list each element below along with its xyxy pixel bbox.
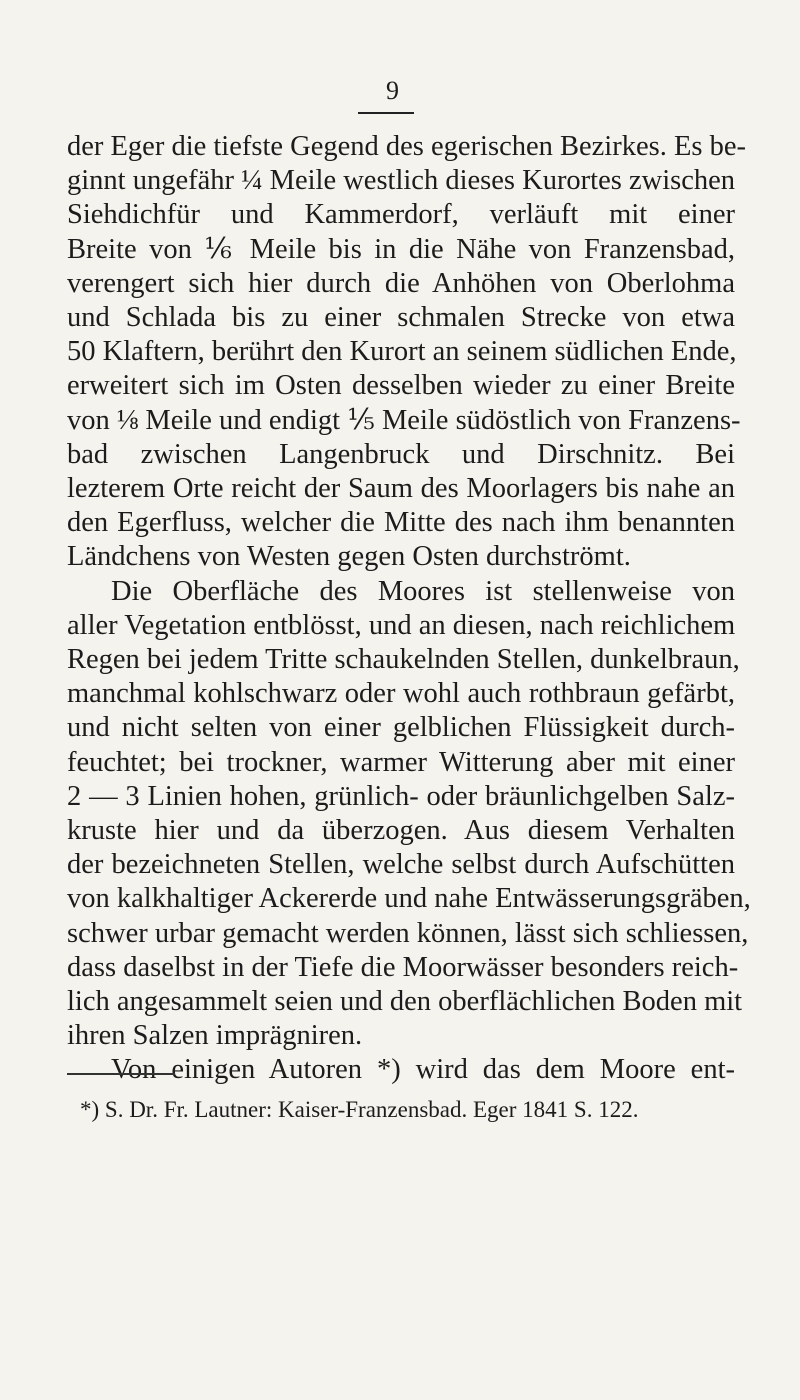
page-number-rule (358, 112, 414, 114)
text-line: feuchtet; bei trockner, warmer Witterung aber mit einer (67, 746, 735, 778)
footnote-rule (67, 1073, 175, 1075)
text-line: 50 Klaftern, berührt den Kurort an seinem südlichen Ende, (67, 336, 737, 368)
text-line: schwer urbar gemacht werden können, lässt sich schliessen, (67, 917, 749, 949)
text-line: dass daselbst in der Tiefe die Moorwässer besonders reich- (67, 951, 739, 983)
text-line: verengert sich hier durch die Anhöhen von Oberlohma (67, 267, 735, 299)
text-line: Regen bei jedem Tritte schaukelnden Stellen, dunkelbraun, (67, 644, 740, 676)
text-line: lezterem Orte reicht der Saum des Moorlagers bis nahe an (67, 473, 735, 505)
text-line: Siehdichfür und Kammerdorf, verläuft mit einer (67, 199, 735, 231)
text-line: ihren Salzen imprägniren. (67, 1020, 363, 1052)
text-line: von ⅛ Meile und endigt ⅕ Meile südöstlich von Franzens- (67, 404, 741, 436)
text-line: der bezeichneten Stellen, welche selbst durch Aufschütten (67, 849, 735, 881)
text-line: lich angesammelt seien und den oberflächlichen Boden mit (67, 986, 743, 1018)
text-line: bad zwischen Langenbruck und Dirschnitz. Bei (67, 438, 735, 470)
footnote: *) S. Dr. Fr. Lautner: Kaiser-Franzensbad. Eger 1841 S. 122. (80, 1097, 639, 1122)
text-line: von kalkhaltiger Ackererde und nahe Entwässerungsgräben, (67, 883, 751, 915)
page-number: 9 (386, 76, 399, 105)
text-line: den Egerfluss, welcher die Mitte des nach ihm benannten (67, 507, 735, 539)
text-line: kruste hier und da überzogen. Aus diesem Verhalten (67, 815, 735, 847)
text-line: erweitert sich im Osten desselben wieder zu einer Breite (67, 370, 735, 402)
text-line: Breite von ⅙ Meile bis in die Nähe von Franzensbad, (67, 233, 735, 265)
text-line: ginnt ungefähr ¼ Meile westlich dieses Kurortes zwischen (67, 165, 735, 197)
text-line: Von einigen Autoren *) wird das dem Moore ent- (111, 1054, 735, 1086)
text-line: der Eger die tiefste Gegend des egerischen Bezirkes. Es be- (67, 131, 746, 162)
text-line: aller Vegetation entblösst, und an diesen, nach reichlichem (67, 609, 736, 641)
text-line: 2 — 3 Linien hohen, grünlich- oder bräunlichgelben Salz- (67, 780, 735, 812)
text-line: und Schlada bis zu einer schmalen Strecke von etwa (67, 302, 735, 334)
text-line: manchmal kohlschwarz oder wohl auch rothbraun gefärbt, (67, 678, 735, 710)
text-line: Ländchens von Westen gegen Osten durchströmt. (67, 541, 631, 573)
body-text (67, 130, 751, 1088)
text-line: Die Oberfläche des Moores ist stellenweise von (111, 575, 735, 607)
text-line: und nicht selten von einer gelblichen Flüssigkeit durch- (67, 712, 735, 744)
